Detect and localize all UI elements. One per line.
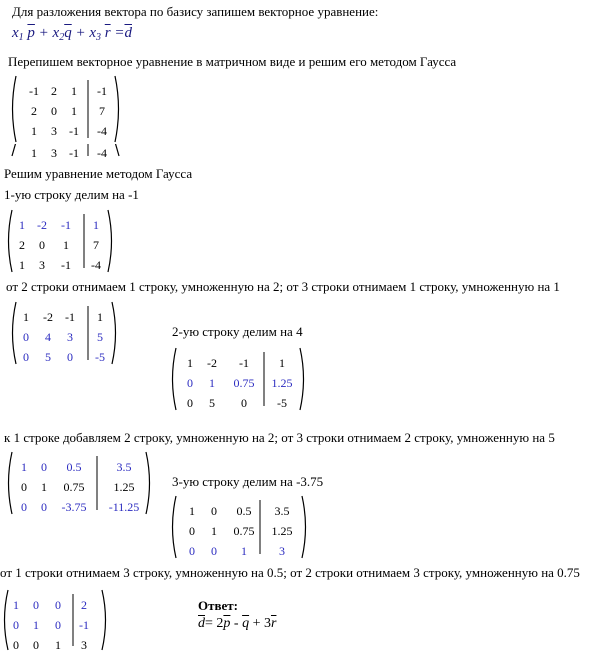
matrix-cell: 0.75 (233, 376, 255, 390)
matrix-cell: 1 (187, 356, 193, 370)
matrix-cell: -11.25 (108, 500, 140, 514)
matrix-cell: -4 (97, 124, 107, 138)
matrix-cell: 2 (19, 238, 25, 252)
matrix-cell: -5 (277, 396, 287, 410)
matrix-final (0, 588, 110, 652)
matrix-cell: 3 (51, 124, 57, 138)
ans-p: $\overline{p}$ (223, 616, 231, 631)
matrix-cell: 2 (51, 84, 57, 98)
matrix-cell: -1 (97, 84, 107, 98)
matrix-step5 (168, 494, 310, 560)
rewrite-text: Перепишем векторное уравнение в матричном виде и решим его методом Гаусса (8, 54, 457, 69)
matrix-cell: 1 (23, 310, 29, 324)
matrix-cell: 7 (93, 238, 99, 252)
step3-text: 2-ую строку делим на 4 (172, 324, 303, 339)
matrix-cell: 1 (93, 218, 99, 232)
matrix-initial (8, 74, 123, 144)
eq-p: $\overline{p}$ (27, 25, 35, 41)
matrix-cell: 1.25 (271, 524, 293, 538)
matrix-cell: 1 (97, 310, 103, 324)
matrix-cell: 1 (189, 504, 195, 518)
ans-minus: - (230, 616, 243, 631)
matrix-cell: 0 (187, 396, 193, 410)
matrix-cell: 1 (31, 124, 37, 138)
matrix-cell: 7 (99, 104, 105, 118)
matrix-cell: 0 (13, 618, 19, 632)
matrix-cell: 1 (209, 376, 215, 390)
gauss-title: Решим уравнение методом Гаусса (4, 166, 193, 181)
matrix-cell: 0 (51, 104, 57, 118)
step2-text: от 2 строки отнимаем 1 строку, умноженную на 2; от 3 строки отнимаем 1 строку, умноженную на 1 (6, 279, 560, 294)
matrix-cell: 0 (41, 500, 47, 514)
matrix-cell: 0 (33, 638, 39, 652)
matrix-cell: -2 (207, 356, 217, 370)
matrix-cell: 1 (55, 638, 61, 652)
matrix-cell: 0 (23, 350, 29, 364)
matrix-cell: 0 (211, 544, 217, 558)
matrix-cell: -2 (43, 310, 53, 324)
matrix-cell: 0.5 (236, 504, 252, 518)
matrix-cell: 0 (23, 330, 29, 344)
vector-equation: $x_1$ $\overline{p} + x_2\overline{q} + x_3$ $\overline{r} =\overline{d}$ (12, 25, 132, 43)
matrix-cell: 1 (63, 238, 69, 252)
matrix-cell: 0.75 (63, 480, 85, 494)
matrix-cell: 2 (31, 104, 37, 118)
matrix-cell: -5 (95, 350, 105, 364)
ans-d: $\overline{d}$ (198, 616, 205, 631)
matrix-cell: 0 (21, 500, 27, 514)
matrix-cell: 1 (71, 104, 77, 118)
matrix-cell: 3 (51, 146, 57, 158)
matrix-cell: 0 (189, 544, 195, 558)
matrix-cell: -3.75 (61, 500, 87, 514)
matrix-cell: 3 (67, 330, 73, 344)
matrix-cell: -1 (65, 310, 75, 324)
matrix-cell: 0 (187, 376, 193, 390)
matrix-cell: 0 (67, 350, 73, 364)
matrix-cell: -1 (69, 146, 79, 158)
matrix-cell: 0 (39, 238, 45, 252)
matrix-cell: 1 (211, 524, 217, 538)
step1-text: 1-ую строку делим на -1 (4, 187, 139, 202)
matrix-cell: 3.5 (116, 460, 132, 474)
matrix-cell: 5 (45, 350, 51, 364)
eq-sub3: 3 (96, 32, 102, 43)
eq-q: $\overline{q}$ (64, 25, 72, 41)
matrix-step1 (4, 208, 116, 274)
matrix-cell: 1 (241, 544, 247, 558)
matrix-step3 (168, 346, 308, 412)
matrix-cell: 0.75 (233, 524, 255, 538)
matrix-cell: -1 (61, 218, 71, 232)
eq-r: $\overline{r}$ (104, 25, 111, 41)
eq-sub1: 1 (18, 32, 24, 43)
matrix-cell: 1 (279, 356, 285, 370)
ans-plus: + 3 (249, 616, 271, 631)
answer-equation (198, 616, 276, 632)
matrix-cell: -1 (69, 124, 79, 138)
ans-q: $\overline{q}$ (242, 616, 250, 631)
matrix-cell: 1 (13, 598, 19, 612)
matrix-cell: 1 (21, 460, 27, 474)
matrix-cell: -1 (29, 84, 39, 98)
matrix-cell: 1 (41, 480, 47, 494)
matrix-cell: 3 (279, 544, 285, 558)
matrix-cell: 0 (189, 524, 195, 538)
step6-text: от 1 строки отнимаем 3 строку, умноженную на 0.5; от 2 строки отнимаем 3 строку, умноженную на 0.75 (0, 565, 580, 580)
ans-eq: = 2 (205, 616, 224, 631)
matrix-cell: 1 (33, 618, 39, 632)
matrix-cell: 1 (31, 146, 37, 158)
matrix-cell: 3.5 (274, 504, 290, 518)
answer-label: Ответ: (198, 598, 239, 613)
matrix-cell: 1 (71, 84, 77, 98)
matrix-cell: 0 (21, 480, 27, 494)
matrix-cell: 1 (19, 258, 25, 272)
eq-x3: x (89, 25, 97, 41)
matrix-cell: 0 (55, 618, 61, 632)
matrix-cell: 0 (55, 598, 61, 612)
matrix-cell: -2 (37, 218, 47, 232)
matrix-cell: -1 (61, 258, 71, 272)
step4-text: к 1 строке добавляем 2 строку, умноженную на 2; от 3 строки отнимаем 2 строку, умноженную на 5 (4, 430, 555, 445)
matrix-cell: 0.5 (66, 460, 82, 474)
matrix-cell: 0 (241, 396, 247, 410)
matrix-cell: 1.25 (113, 480, 135, 494)
matrix-cell: 3 (39, 258, 45, 272)
matrix-cell: 1.25 (271, 376, 293, 390)
eq-sub2: 2 (59, 32, 65, 43)
step5-text: 3-ую строку делим на -3.75 (172, 474, 324, 489)
matrix-cell: -1 (79, 618, 89, 632)
eq-x2: x (52, 25, 60, 41)
matrix-cell: 0 (13, 638, 19, 652)
matrix-cell: 5 (209, 396, 215, 410)
matrix-step2 (8, 300, 120, 366)
matrix-cell: -1 (239, 356, 249, 370)
matrix-cell: 4 (45, 330, 51, 344)
matrix-cell: 0 (41, 460, 47, 474)
matrix-cell: -4 (91, 258, 101, 272)
matrix-cell: 2 (81, 598, 87, 612)
right-paren (302, 496, 306, 558)
matrix-cell: 5 (97, 330, 103, 344)
matrix-cell: 3 (81, 638, 87, 652)
matrix-cell: -4 (97, 146, 107, 158)
eq-x1: x (12, 25, 19, 41)
matrix-step4 (4, 450, 154, 516)
matrix-cell: 0 (211, 504, 217, 518)
matrix-cell: 1 (19, 218, 25, 232)
eq-d: $\overline{d}$ (124, 25, 132, 41)
right-paren (146, 452, 150, 514)
matrix-initial-cut-row (8, 144, 123, 158)
intro-text: Для разложения вектора по базису запишем векторное уравнение: (12, 4, 379, 19)
matrix-cell: 0 (33, 598, 39, 612)
ans-r: $\overline{r}$ (270, 616, 277, 631)
